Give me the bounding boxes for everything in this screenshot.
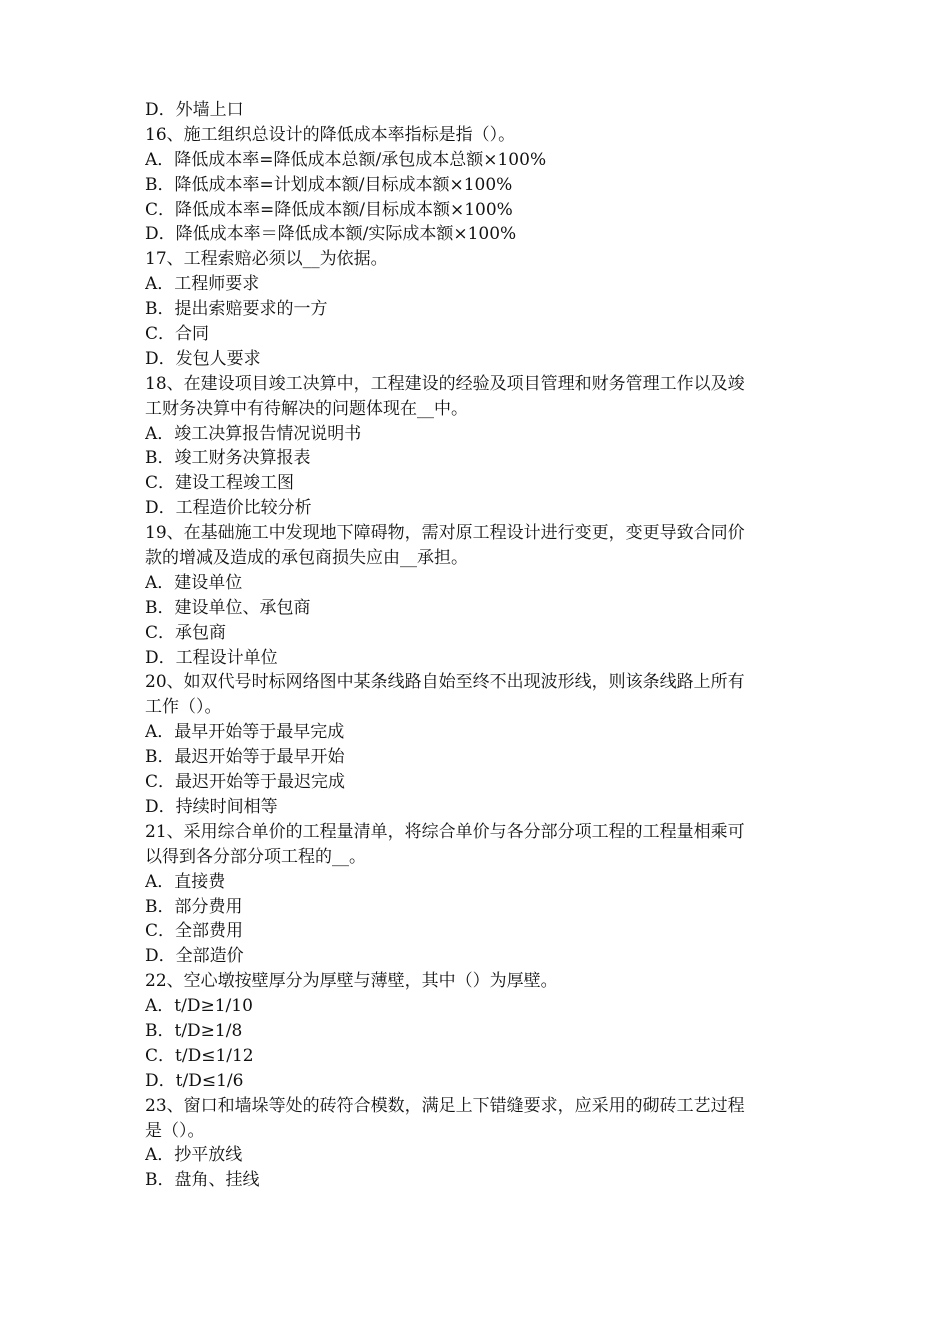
- question-20: 20、如双代号时标网络图中某条线路自始至终不出现波形线，则该条线路上所有: [145, 672, 745, 693]
- option-c: C．最迟开始等于最迟完成: [145, 772, 346, 793]
- option-d: D．t/D≤1/6: [145, 1070, 244, 1091]
- option-b: B．竣工财务决算报表: [145, 448, 311, 469]
- question-18-cont: 工财务决算中有待解决的问题体现在__中。: [145, 398, 468, 419]
- question-19: 19、在基础施工中发现地下障碍物，需对原工程设计进行变更，变更导致合同价: [145, 523, 745, 544]
- option-c: C．全部费用: [145, 921, 244, 942]
- option-b: B．建设单位、承包商: [145, 597, 311, 618]
- option-b: B．盘角、挂线: [145, 1170, 260, 1191]
- option-a: A．抄平放线: [145, 1145, 243, 1166]
- option-b: B．降低成本率=计划成本额/目标成本额×100%: [145, 174, 513, 195]
- option-d: D．降低成本率＝降低成本额/实际成本额×100%: [145, 224, 517, 245]
- question-23-cont: 是（）。: [145, 1120, 205, 1141]
- question-19-cont: 款的增减及造成的承包商损失应由__承担。: [145, 548, 468, 569]
- question-16: 16、施工组织总设计的降低成本率指标是指（）。: [145, 124, 516, 145]
- question-17: 17、工程索赔必须以__为依据。: [145, 249, 388, 270]
- option-d: D．工程设计单位: [145, 647, 278, 668]
- option-c: C．t/D≤1/12: [145, 1045, 254, 1066]
- text-line: D．外墙上口: [145, 100, 244, 120]
- question-21: 21、采用综合单价的工程量清单，将综合单价与各分部分项工程的工程量相乘可: [145, 821, 745, 842]
- option-d: D．全部造价: [145, 946, 244, 967]
- option-d: D．发包人要求: [145, 348, 261, 369]
- document-page: [145, 98, 815, 1193]
- option-b: B．t/D≥1/8: [145, 1020, 243, 1041]
- option-d: D．工程造价比较分析: [145, 498, 312, 519]
- option-c: C．承包商: [145, 622, 227, 643]
- question-20-cont: 工作（）。: [145, 697, 222, 718]
- option-a: A．t/D≥1/10: [145, 996, 253, 1017]
- question-18: 18、在建设项目竣工决算中，工程建设的经验及项目管理和财务管理工作以及竣: [145, 373, 745, 394]
- option-b: B．最迟开始等于最早开始: [145, 747, 345, 768]
- option-d: D．持续时间相等: [145, 796, 278, 817]
- option-c: C．降低成本率=降低成本额/目标成本额×100%: [145, 199, 513, 220]
- option-a: A．工程师要求: [145, 274, 260, 295]
- question-21-cont: 以得到各分部分项工程的__。: [145, 846, 366, 867]
- option-a: A．最早开始等于最早完成: [145, 722, 345, 743]
- option-c: C．建设工程竣工图: [145, 473, 295, 494]
- option-b: B．提出索赔要求的一方: [145, 299, 328, 320]
- option-a: A．建设单位: [145, 572, 243, 593]
- option-c: C．合同: [145, 324, 210, 345]
- question-23: 23、窗口和墙垛等处的砖符合模数，满足上下错缝要求，应采用的砌砖工艺过程: [145, 1095, 745, 1116]
- question-22: 22、空心墩按壁厚分为厚壁与薄壁，其中（）为厚壁。: [145, 971, 558, 992]
- option-b: B．部分费用: [145, 896, 243, 917]
- option-a: A．竣工决算报告情况说明书: [145, 423, 362, 444]
- option-a: A．降低成本率=降低成本总额/承包成本总额×100%: [145, 149, 547, 170]
- option-a: A．直接费: [145, 871, 226, 892]
